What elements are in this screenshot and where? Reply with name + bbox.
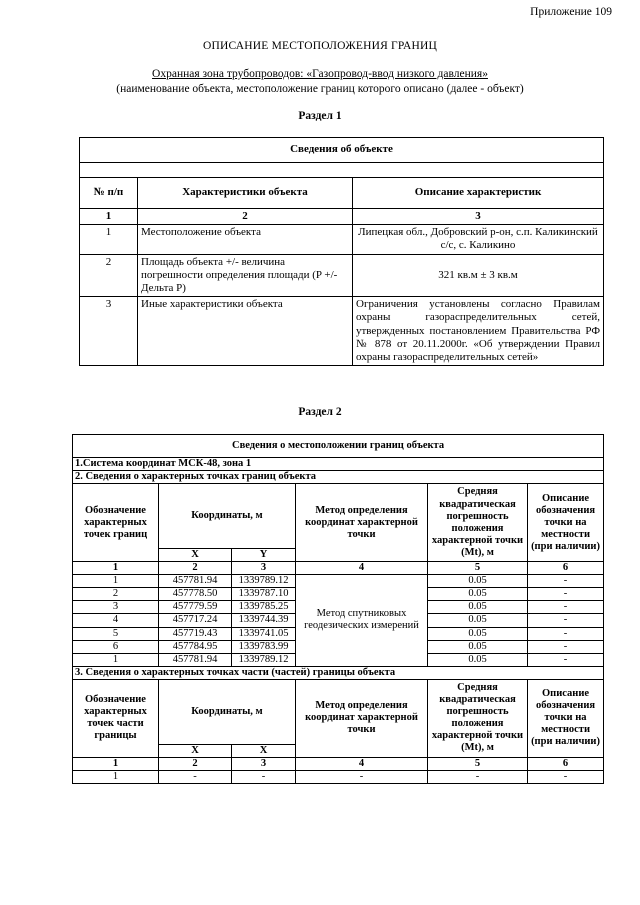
boundary-table xyxy=(72,434,604,784)
point-x: 457778.50 xyxy=(159,588,232,601)
boundary-table-title: Сведения о местоположении границ объекта xyxy=(73,435,604,458)
point-y: 1339783.99 xyxy=(232,640,296,653)
object-table-index-row xyxy=(80,209,604,225)
object-note: (наименование объекта, местоположение границ которого описано (далее - объект) xyxy=(116,83,524,95)
y-header: X xyxy=(232,744,296,757)
point-y: - xyxy=(232,770,296,783)
point-number: 4 xyxy=(73,614,159,627)
index-cell: 3 xyxy=(232,757,296,770)
index-cell: 3 xyxy=(353,209,604,225)
desc-header: Описание обозначения точки на местности (при наличии) xyxy=(528,484,604,562)
point-number: 3 xyxy=(73,601,159,614)
boundary-table-title-row xyxy=(73,435,604,458)
index-cell: 2 xyxy=(159,562,232,575)
index-cell: 6 xyxy=(528,757,604,770)
index-cell: 2 xyxy=(159,757,232,770)
point-desc: - xyxy=(528,653,604,666)
index-cell: 1 xyxy=(73,562,159,575)
point-header: Обозначение характерных точек части границы xyxy=(73,679,159,757)
point-desc: - xyxy=(528,770,604,783)
point-desc: - xyxy=(528,627,604,640)
row-description: Ограничения установлены согласно Правилам охраны газораспределительных сетей, утвержденных постановлением Правительства РФ № 878 от 20.11.2000г. «Об утверждении Правил охраны газораспределительных сетей» xyxy=(353,297,604,366)
point-error: 0.05 xyxy=(428,601,528,614)
table-row xyxy=(73,575,604,588)
coords-header: Координаты, м xyxy=(159,679,296,744)
coordinate-system-row xyxy=(73,458,604,471)
point-x: 457717.24 xyxy=(159,614,232,627)
part3-title-row xyxy=(73,666,604,679)
col-num-header: № п/п xyxy=(80,178,138,209)
point-x: 457781.94 xyxy=(159,653,232,666)
spacer-row xyxy=(80,163,604,178)
row-number: 2 xyxy=(80,254,138,297)
error-header: Средняя квадратическая погрешность положения характерной точки (Mt), м xyxy=(428,484,528,562)
y-header: Y xyxy=(232,549,296,562)
index-cell: 2 xyxy=(138,209,353,225)
x-header: X xyxy=(159,744,232,757)
point-number: 5 xyxy=(73,627,159,640)
object-name xyxy=(0,68,640,80)
object-name-text: Охранная зона трубопроводов: «Газопровод-ввод низкого давления» xyxy=(152,68,488,80)
part3-header-row xyxy=(73,679,604,744)
coordinate-system: 1.Система координат МСК-48, зона 1 xyxy=(73,458,604,471)
index-cell: 1 xyxy=(73,757,159,770)
object-table-title-row xyxy=(80,138,604,163)
row-number: 3 xyxy=(80,297,138,366)
index-cell: 6 xyxy=(528,562,604,575)
object-table-header xyxy=(80,178,604,209)
point-number: 1 xyxy=(73,575,159,588)
point-desc: - xyxy=(528,588,604,601)
section1-title: Раздел 1 xyxy=(298,110,342,122)
point-header: Обозначение характерных точек границ xyxy=(73,484,159,562)
spacer-cell xyxy=(80,163,604,178)
part2-title-row xyxy=(73,471,604,484)
part3-title: 3. Сведения о характерных точках части (частей) границы объекта xyxy=(73,666,604,679)
row-number: 1 xyxy=(80,225,138,254)
point-x: 457784.95 xyxy=(159,640,232,653)
point-number: 2 xyxy=(73,588,159,601)
point-error: 0.05 xyxy=(428,653,528,666)
document-title: ОПИСАНИЕ МЕСТОПОЛОЖЕНИЯ ГРАНИЦ xyxy=(202,40,438,52)
x-header: X xyxy=(159,549,232,562)
point-x: 457781.94 xyxy=(159,575,232,588)
point-y: 1339789.12 xyxy=(232,653,296,666)
point-number: 6 xyxy=(73,640,159,653)
object-info-table xyxy=(79,137,604,366)
table-row xyxy=(80,254,604,297)
point-y: 1339785.25 xyxy=(232,601,296,614)
point-y: 1339744.39 xyxy=(232,614,296,627)
point-error: 0.05 xyxy=(428,588,528,601)
part2-title: 2. Сведения о характерных точках границ объекта xyxy=(73,471,604,484)
index-cell: 1 xyxy=(80,209,138,225)
part2-header-row xyxy=(73,484,604,549)
point-x: 457779.59 xyxy=(159,601,232,614)
point-error: 0.05 xyxy=(428,575,528,588)
col-desc-header: Описание характеристик xyxy=(353,178,604,209)
point-y: 1339741.05 xyxy=(232,627,296,640)
point-desc: - xyxy=(528,601,604,614)
index-cell: 4 xyxy=(296,757,428,770)
method-value: - xyxy=(296,770,428,783)
appendix-label: Приложение 109 xyxy=(530,6,612,18)
part3-index-row xyxy=(73,757,604,770)
point-x: - xyxy=(159,770,232,783)
point-error: - xyxy=(428,770,528,783)
point-error: 0.05 xyxy=(428,640,528,653)
table-row xyxy=(73,770,604,783)
point-number: 1 xyxy=(73,653,159,666)
col-char-header: Характеристики объекта xyxy=(138,178,353,209)
row-description: 321 кв.м ± 3 кв.м xyxy=(353,254,604,297)
method-value: Метод спутниковых геодезических измерений xyxy=(296,575,428,666)
table-row xyxy=(80,225,604,254)
index-cell: 5 xyxy=(428,562,528,575)
row-characteristic: Площадь объекта +/- величина погрешности определения площади (P +/- Дельта P) xyxy=(138,254,353,297)
index-cell: 4 xyxy=(296,562,428,575)
section2-title: Раздел 2 xyxy=(298,406,342,418)
point-y: 1339787.10 xyxy=(232,588,296,601)
table-row xyxy=(80,297,604,366)
error-header: Средняя квадратическая погрешность положения характерной точки (Mt), м xyxy=(428,679,528,757)
point-y: 1339789.12 xyxy=(232,575,296,588)
coords-header: Координаты, м xyxy=(159,484,296,549)
row-description: Липецкая обл., Добровский р-он, с.п. Каликинский с/с, с. Каликино xyxy=(353,225,604,254)
index-cell: 5 xyxy=(428,757,528,770)
point-error: 0.05 xyxy=(428,627,528,640)
point-desc: - xyxy=(528,614,604,627)
point-error: 0.05 xyxy=(428,614,528,627)
part2-index-row xyxy=(73,562,604,575)
point-desc: - xyxy=(528,575,604,588)
method-header: Метод определения координат характерной точки xyxy=(296,484,428,562)
point-x: 457719.43 xyxy=(159,627,232,640)
point-number: 1 xyxy=(73,770,159,783)
row-characteristic: Местоположение объекта xyxy=(138,225,353,254)
point-desc: - xyxy=(528,640,604,653)
row-characteristic: Иные характеристики объекта xyxy=(138,297,353,366)
method-header: Метод определения координат характерной точки xyxy=(296,679,428,757)
index-cell: 3 xyxy=(232,562,296,575)
object-table-title: Сведения об объекте xyxy=(80,138,604,163)
desc-header: Описание обозначения точки на местности (при наличии) xyxy=(528,679,604,757)
